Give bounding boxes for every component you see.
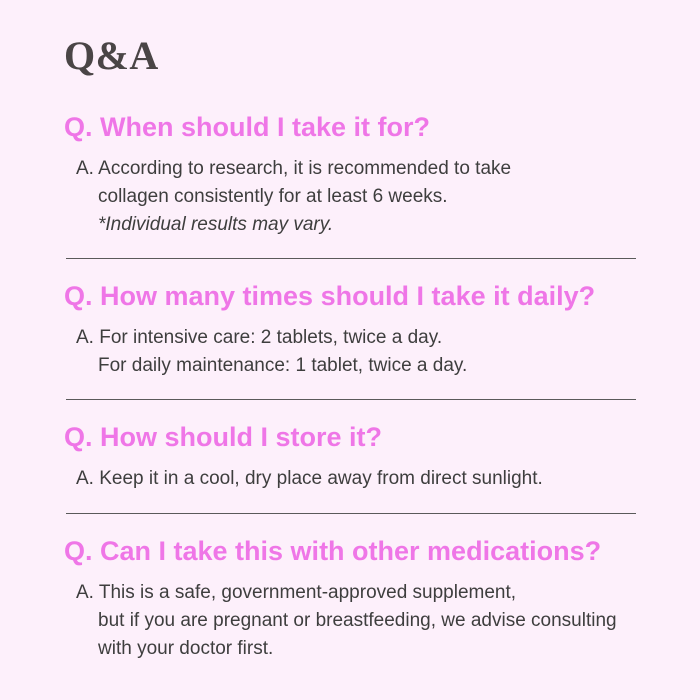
qa-item: [64, 538, 644, 663]
answer-text: [76, 465, 644, 493]
answer-line: but if you are pregnant or breastfeeding, we advise consulting: [98, 610, 617, 631]
answer-line: collagen consistently for at least 6 weeks.: [98, 186, 448, 207]
question-heading: Q. Can I take this with other medications?: [64, 536, 602, 566]
answer-line: For daily maintenance: 1 tablet, twice a day.: [98, 355, 468, 376]
answer-line: A. According to research, it is recommended to take: [76, 158, 512, 179]
question-heading: Q. How should I store it?: [64, 422, 383, 452]
page-title: Q&A: [64, 33, 159, 78]
question-heading: Q. When should I take it for?: [64, 112, 431, 142]
qa-item: [64, 283, 644, 380]
question-heading: Q. How many times should I take it daily?: [64, 281, 596, 311]
divider: [66, 399, 636, 400]
answer-line: A. This is a safe, government-approved supplement,: [76, 582, 517, 603]
qa-item: [64, 114, 644, 239]
answer-text: [76, 579, 644, 663]
answer-line: A. For intensive care: 2 tablets, twice a day.: [76, 327, 443, 348]
answer-text: [76, 155, 644, 239]
divider: [66, 258, 636, 259]
answer-line: with your doctor first.: [98, 638, 274, 659]
answer-note: *Individual results may vary.: [98, 214, 334, 235]
qa-item: [64, 424, 644, 493]
answer-text: [76, 324, 644, 380]
answer-line: A. Keep it in a cool, dry place away from direct sunlight.: [76, 468, 543, 489]
divider: [66, 513, 636, 514]
